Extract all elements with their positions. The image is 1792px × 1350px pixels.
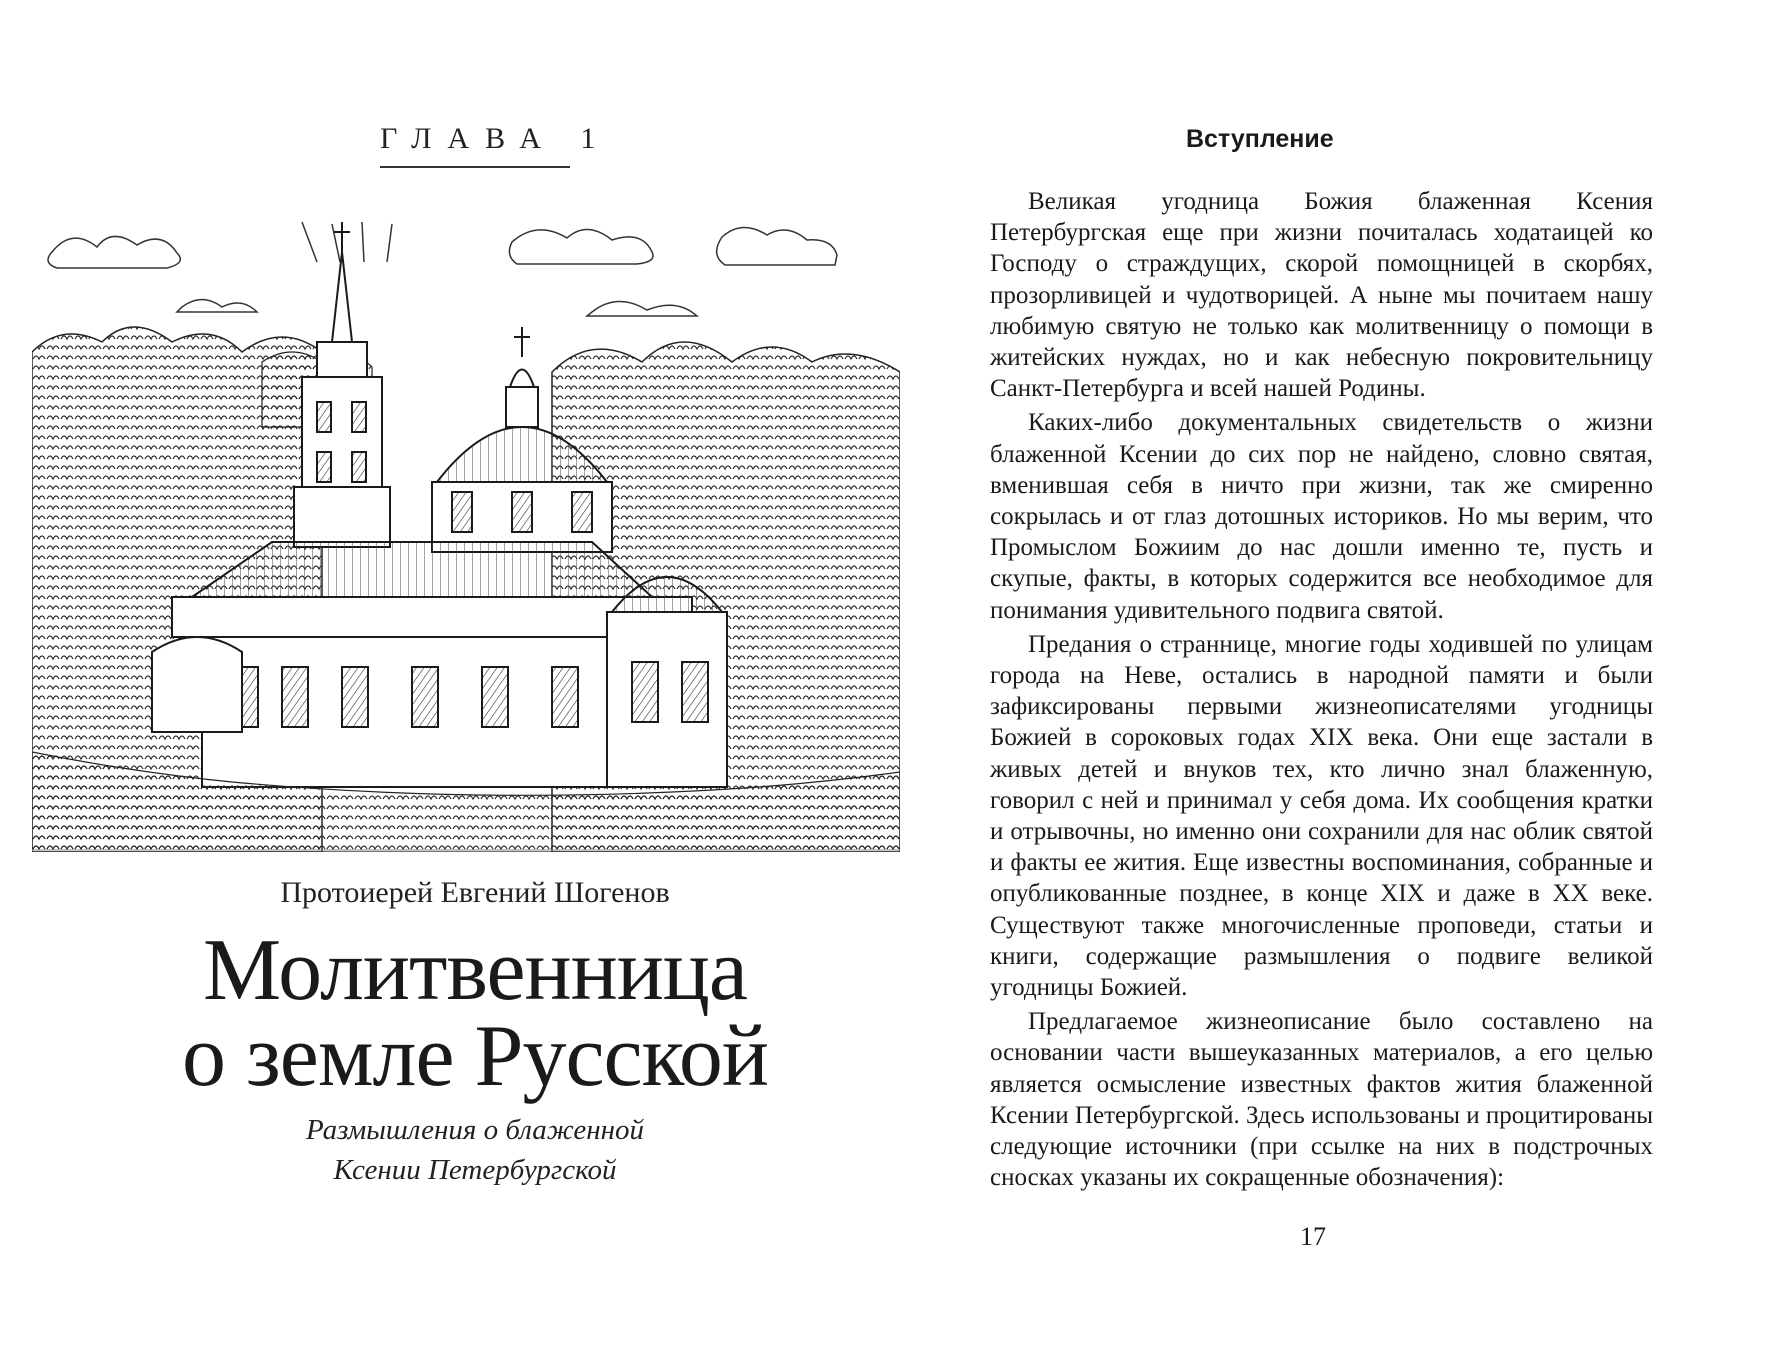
book-subtitle-line-2: Ксении Петербургской (333, 1154, 617, 1186)
page-number: 17 (1300, 1222, 1326, 1251)
right-page (950, 0, 1792, 1350)
paragraph-4: Предлагаемое жизнеописание было составлено на основании части вышеуказанных материалов, а его целью является осмысление известных фактов жития блаженной Ксении Петербургской. Здесь использованы и процитированы следующие источники (при ссылке на них в подстрочных сносках указаны их сокращенные обозначения): (990, 1008, 1654, 1192)
paragraph-1: Великая угодница Божия блаженная Ксения Петербургская еще при жизни почиталась ходатаицей ко Господу о страждущих, скорой помощницей в скорбях, прозорливицей и чудотворицей. А ныне мы почитаем нашу любимую святую не только как молитвенницу о помощи в житейских нуждах, но и как небесную покровительницу Санкт-Петербурга и всей нашей Родины. (990, 188, 1653, 403)
section-heading: Вступление (1186, 125, 1334, 153)
book-title (0, 922, 950, 1105)
chapter-label: ГЛАВА 1 (380, 122, 570, 168)
church-illustration (32, 212, 900, 852)
book-title-line-1: Молитвенница (203, 922, 747, 1019)
paragraph-3: Предания о страннице, многие годы ходившей по улицам города на Неве, остались в народной памяти и были зафиксированы первыми жизнеописателями угодницы Божией в сороковых годах XIX века. Они еще застали в живых детей и внуков тех, кто лично знал блаженную, говорил с ней и принимал у себя дома. Их сообщения кратки и отрывочны, но именно они сохранили для нас облик святой и факты ее жития. Еще известны воспоминания, собранные и опубликованные позднее, в конце XIX и даже в XX веке. Существуют также многочисленные проповеди, статьи и книги, содержащие размышления о подвиге великой угодницы Божией. (990, 630, 1653, 1002)
paragraph-2: Каких-либо документальных свидетельств о жизни блаженной Ксении до сих пор не найдено, словно святая, вменившая себя в ничто при жизни, так же смиренно сокрылась и от глаз дотошных историков. Но мы верим, что Промыслом Божиим до нас дошли именно те, пусть и скупые, факты, в которых содержится все необходимое для понимания удивительного подвига святой. (990, 409, 1653, 624)
body-text (990, 186, 1653, 1197)
book-subtitle-line-1: Размышления о блаженной (306, 1114, 644, 1146)
author-name: Протоиерей Евгений Шогенов (280, 876, 670, 909)
book-subtitle (0, 1110, 950, 1190)
book-title-line-2: о земле Русской (182, 1008, 768, 1105)
